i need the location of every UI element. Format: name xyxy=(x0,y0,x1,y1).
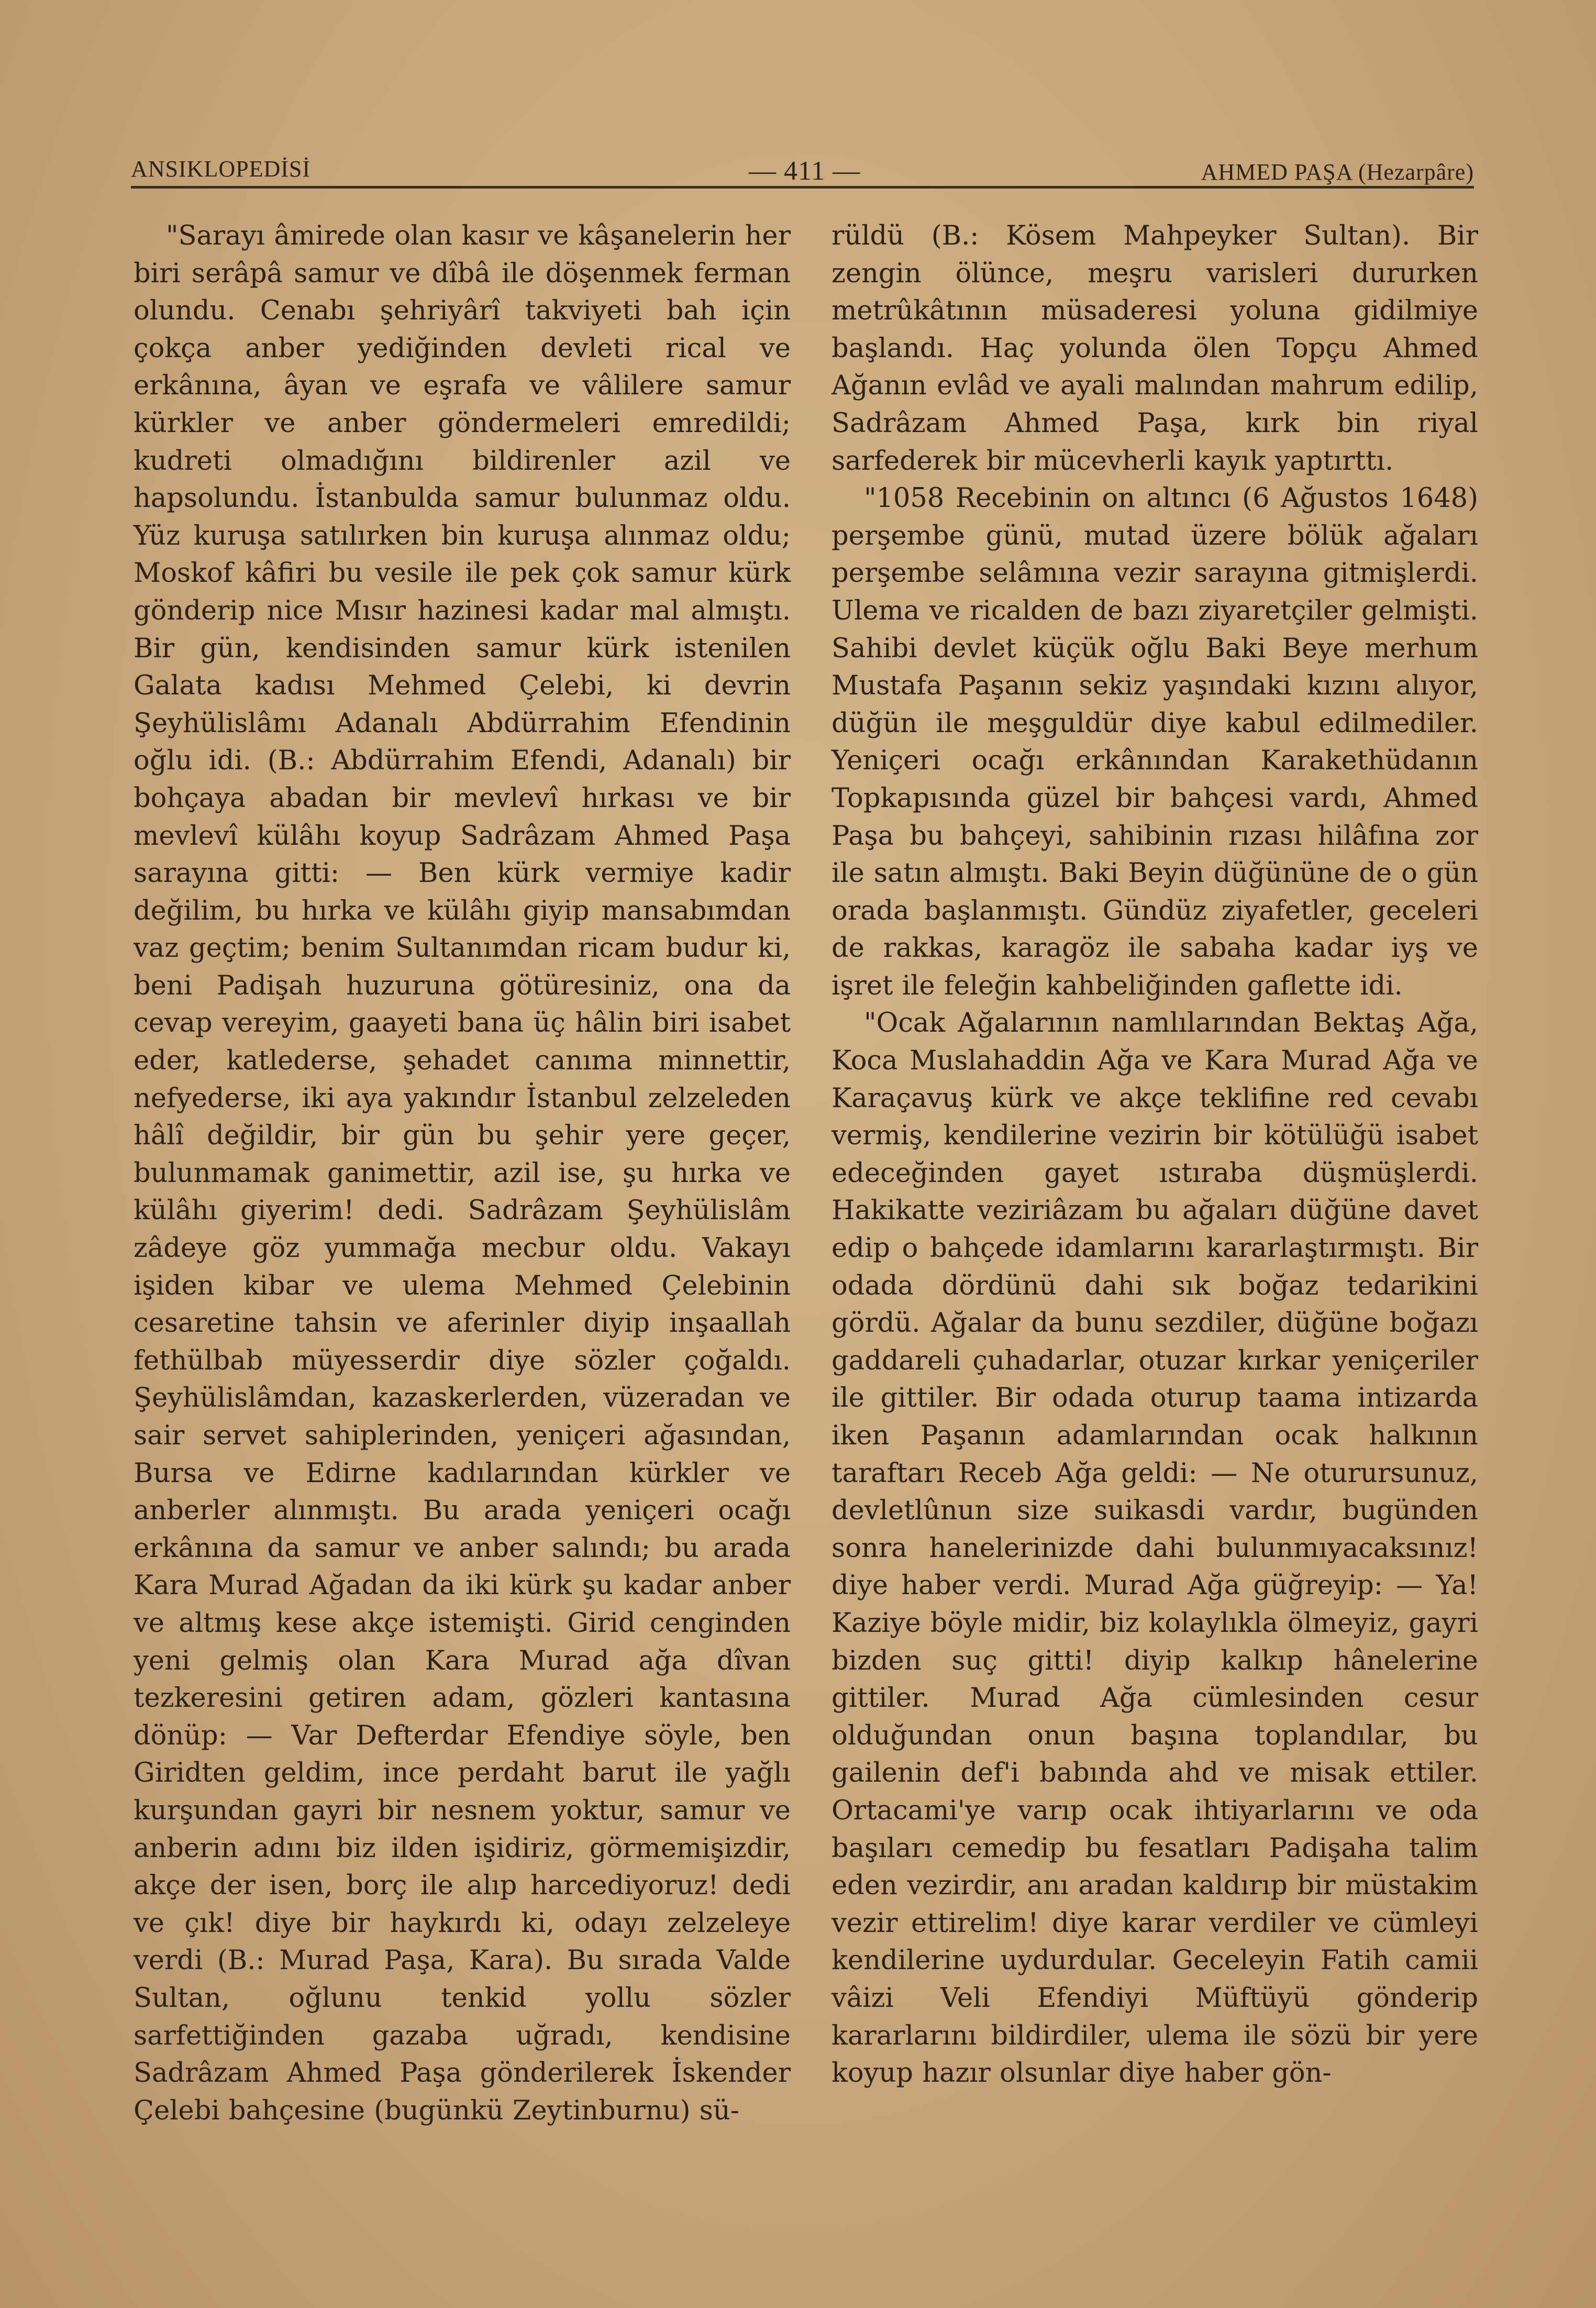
right-column xyxy=(832,217,1478,2092)
left-column xyxy=(134,217,791,2129)
header-article-title: AHMED PAŞA (Hezarpâre) xyxy=(1201,159,1474,185)
header-encyclopedia-title: ANSIKLOPEDİSİ xyxy=(131,156,311,182)
page-number: — 411 — xyxy=(749,156,861,186)
right-paragraph-3: "Ocak Ağalarının namlılarından Bektaş Ağa, Koca Muslahaddin Ağa ve Kara Murad Ağa ve Karaçavuş kürk ve akçe teklifine red cevabı vermiş, kendilerine vezirin bir kötülüğü isabet edeceğinden gayet ıstıraba düşmüşlerdi. Hakikatte veziriâzam bu ağaları düğüne davet edip o bahçede idamlarını kararlaştırmıştı. Bir odada dördünü dahi sık boğaz tedarikini gördü. Ağalar da bunu sezdiler, düğüne boğazı gaddareli çuhadarlar, otuzar kırkar yeniçeriler ile gittiler. Bir odada oturup taama intizarda iken Paşanın adamlarından ocak halkının taraftarı Receb Ağa geldi: — Ne oturursunuz, devletlûnun size suikasdi vardır, bugünden sonra hanelerinizde dahi bulunmıyacaksınız! diye haber verdi. Murad Ağa güğreyip: — Ya! Kaziye böyle midir, biz kolaylıkla ölmeyiz, gayri bizden suç gitti! diyip kalkıp hânelerine gittiler. Murad Ağa cümlesinden cesur olduğundan onun başına toplandılar, bu gailenin def'i babında ahd ve misak ettiler. Ortacami'ye varıp ocak ihtiyarlarını ve oda başıları cemedip bu fesatları Padişaha talim eden vezirdir, anı aradan kaldırıp bir müstakim vezir ettirelim! diye karar verdiler ve cümleyi kendilerine uydurdular. Geceleyin Fatih camii vâizi Veli Efendiyi Müftüyü gönderip kararlarını bildirdiler, ulema ile sözü bir yere koyup hazır olsunlar diye haber gön- xyxy=(832,1008,1478,2089)
left-paragraph-1: "Sarayı âmirede olan kasır ve kâşanelerin her biri serâpâ samur ve dîbâ ile döşenmek ferman olundu. Cenabı şehriyârî takviyeti bah için çokça anber yediğinden devleti rical ve erkânına, âyan ve eşrafa ve vâlilere samur kürkler ve anber göndermeleri emredildi; kudreti olmadığını bildirenler azil ve hapsolundu. İstanbulda samur bulunmaz oldu. Yüz kuruşa satılırken bin kuruşa alınmaz oldu; Moskof kâfiri bu vesile ile pek çok samur kürk gönderip nice Mısır hazinesi kadar mal almıştı. Bir gün, kendisinden samur kürk istenilen Galata kadısı Mehmed Çelebi, ki devrin Şeyhülislâmı Adanalı Abdürrahim Efendinin oğlu idi. (B.: Abdürrahim Efendi, Adanalı) bir bohçaya abadan bir mevlevî hırkası ve bir mevlevî külâhı koyup Sadrâzam Ahmed Paşa sarayına gitti: — Ben kürk vermiye kadir değilim, bu hırka ve külâhı giyip mansabımdan vaz geçtim; benim Sultanımdan ricam budur ki, beni Padişah huzuruna götüresiniz, ona da cevap vereyim, gaayeti bana üç hâlin biri isabet eder, katlederse, şehadet canıma minnettir, nefyederse, iki aya yakındır İstanbul zelzeleden hâlî değildir, bir gün bu şehir yere geçer, bulunmamak ganimettir, azil ise, şu hırka ve külâhı giyerim! dedi. Sadrâzam Şeyhülislâm zâdeye göz yummağa mecbur oldu. Vakayı işiden kibar ve ulema Mehmed Çelebinin cesaretine tahsin ve aferinler diyip inşaallah fethülbab müyesserdir diye sözler çoğaldı. Şeyhülislâmdan, kazaskerlerden, vüzeradan ve sair servet sahiplerinden, yeniçeri ağasından, Bursa ve Edirne kadılarından kürkler ve anberler alınmıştı. Bu arada yeniçeri ocağı erkânına da samur ve anber salındı; bu arada Kara Murad Ağadan da iki kürk şu kadar anber ve altmış kese akçe istemişti. Girid cenginden yeni gelmiş olan Kara Murad ağa dîvan tezkeresini getiren adam, gözleri kantasına dönüp: — Var Defterdar Efendiye söyle, ben Giridten geldim, ince perdaht barut ile yağlı kurşundan gayri bir nesnem yoktur, samur ve anberin adını biz ilden işidiriz, görmemişizdir, akçe der isen, borç ile alıp harcediyoruz! dedi ve çık! diye bir haykırdı ki, odayı zelzeleye verdi (B.: Murad Paşa, Kara). Bu sırada Valde Sultan, oğlunu tenkid yollu sözler sarfettiğinden gazaba uğradı, kendisine Sadrâzam Ahmed Paşa gönderilerek İskender Çelebi bahçesine (bugünkü Zeytinburnu) sü- xyxy=(134,220,791,2126)
running-head xyxy=(131,149,1474,186)
header-rule xyxy=(131,186,1474,189)
right-paragraph-2: "1058 Recebinin on altıncı (6 Ağustos 1648) perşembe günü, mutad üzere bölük ağaları perşembe selâmına vezir sarayına gitmişlerdi. Ulema ve ricalden de bazı ziyaretçiler gelmişti. Sahibi devlet küçük oğlu Baki Beye merhum Mustafa Paşanın sekiz yaşındaki kızını alıyor, düğün ile meşguldür diye kabul edilmediler. Yeniçeri ocağı erkânından Karakethüdanın Topkapısında güzel bir bahçesi vardı, Ahmed Paşa bu bahçeyi, sahibinin rızası hilâfına zor ile satın almıştı. Baki Beyin düğününe de o gün orada başlanmıştı. Gündüz ziyafetler, geceleri de rakkas, karagöz ile sabaha kadar iyş ve işret ile feleğin kahbeliğinden gaflette idi. xyxy=(832,483,1478,1001)
right-paragraph-1: rüldü (B.: Kösem Mahpeyker Sultan). Bir zengin ölünce, meşru varisleri dururken metrûkâtının müsaderesi yoluna gidilmiye başlandı. Haç yolunda ölen Topçu Ahmed Ağanın evlâd ve ayali malından mahrum edilip, Sadrâzam Ahmed Paşa, kırk bin riyal sarfederek bir mücevherli kayık yaptırttı. xyxy=(832,220,1478,477)
